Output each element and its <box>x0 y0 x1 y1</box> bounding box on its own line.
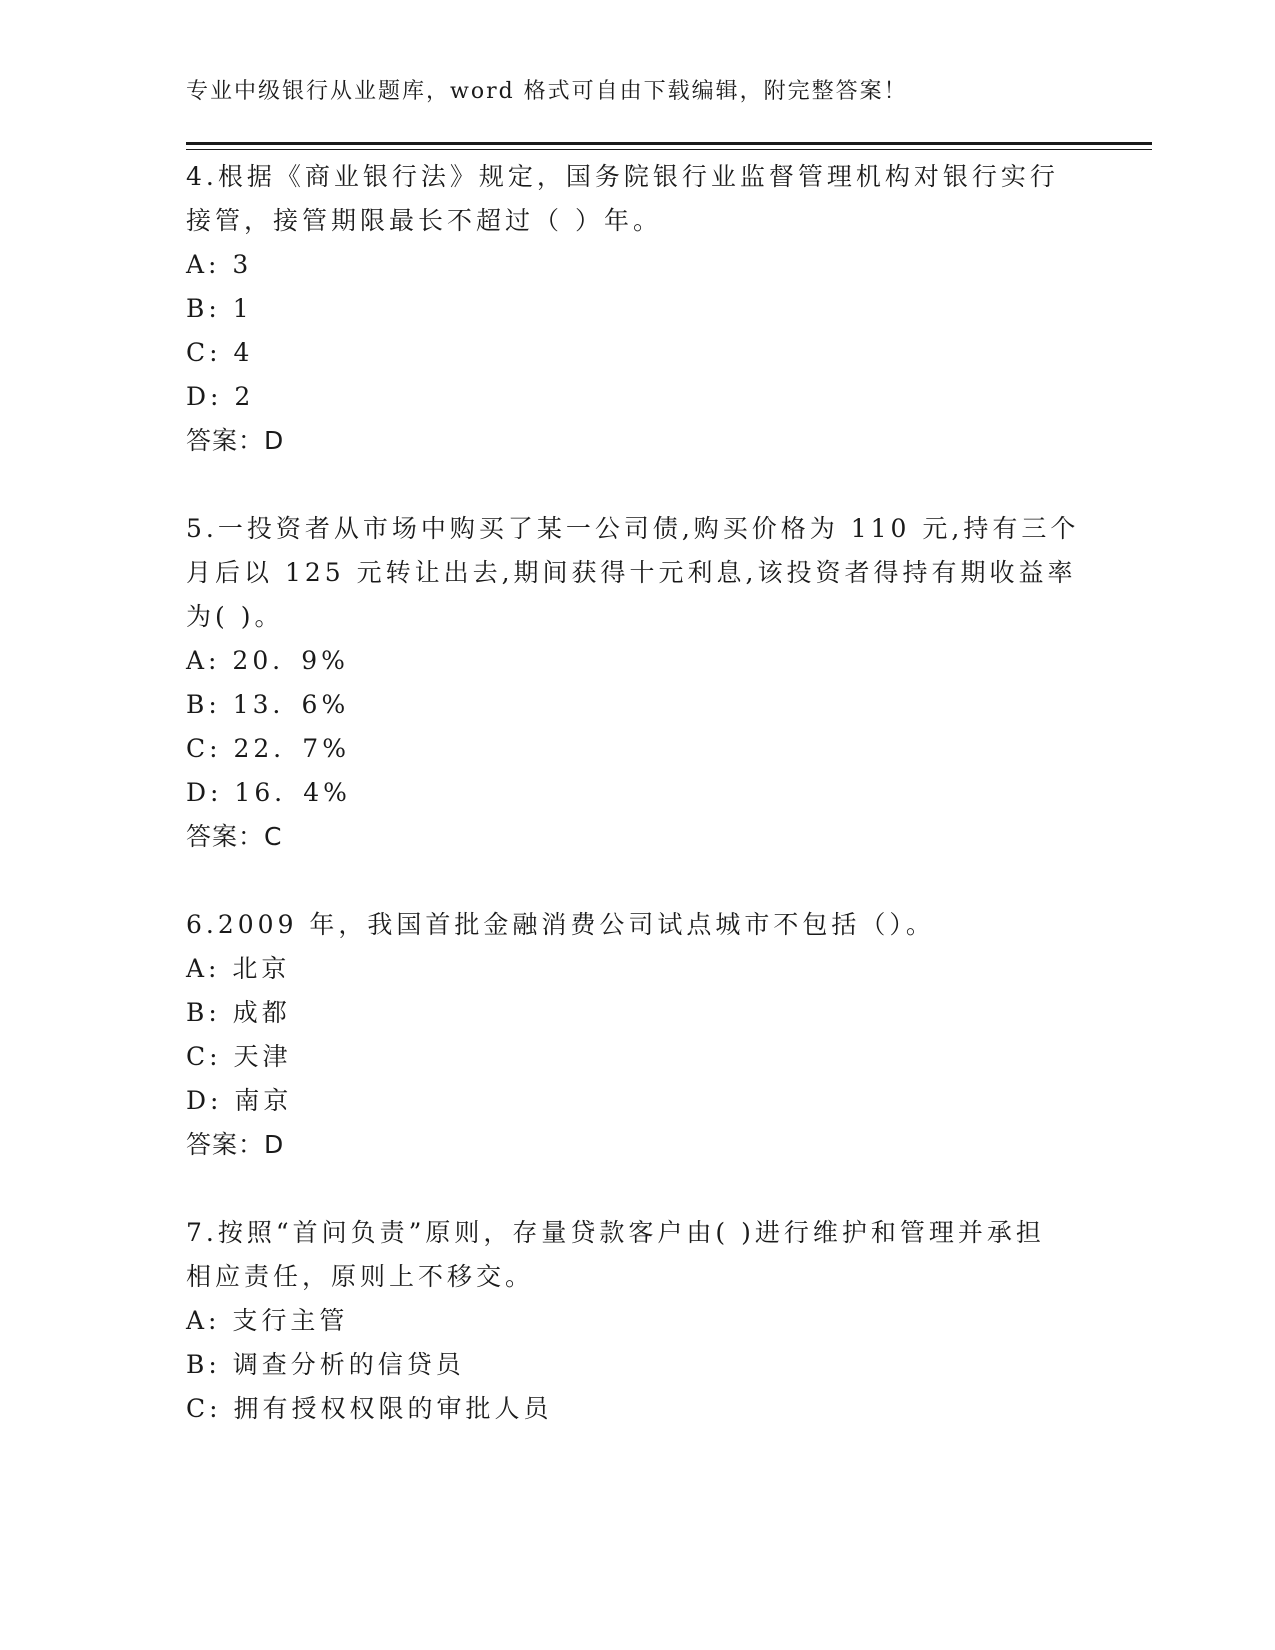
question-4-option-b: B: 1 <box>186 294 253 323</box>
question-6-option-c: C: 天津 <box>186 1042 292 1071</box>
question-5-stem-line-1: 5.一投资者从市场中购买了某一公司债,购买价格为 110 元,持有三个 <box>186 514 1080 543</box>
question-5-stem-line-3: 为( )。 <box>186 602 284 631</box>
question-7-option-b: B: 调查分析的信贷员 <box>186 1350 465 1379</box>
question-5-option-c: C: 22．7% <box>186 734 350 763</box>
question-6-option-a: A: 北京 <box>186 954 291 983</box>
question-5-option-d: D: 16．4% <box>186 778 351 807</box>
question-5-option-a: A: 20．9% <box>186 646 349 675</box>
question-5-answer: 答案：C <box>186 822 283 851</box>
header-rule-thick <box>186 142 1152 145</box>
header-rule-thin <box>186 149 1152 150</box>
question-4-option-a: A: 3 <box>186 250 253 279</box>
question-4-option-d: D: 2 <box>186 382 255 411</box>
question-4-option-c: C: 4 <box>186 338 254 367</box>
question-6-option-d: D: 南京 <box>186 1086 293 1115</box>
question-4-stem-line-2: 接管，接管期限最长不超过（ ）年。 <box>186 206 662 235</box>
question-6-answer: 答案：D <box>186 1130 285 1159</box>
question-4-stem-line-1: 4.根据《商业银行法》规定，国务院银行业监督管理机构对银行实行 <box>186 162 1059 191</box>
question-7-option-a: A: 支行主管 <box>186 1306 349 1335</box>
question-6-stem-line-1: 6.2009 年，我国首批金融消费公司试点城市不包括（）。 <box>186 910 935 939</box>
question-6-option-b: B: 成都 <box>186 998 291 1027</box>
page-header: 专业中级银行从业题库，word 格式可自由下载编辑，附完整答案！ <box>186 79 908 104</box>
question-5-stem-line-2: 月后以 125 元转让出去,期间获得十元利息,该投资者得持有期收益率 <box>186 558 1077 587</box>
question-7-stem-line-2: 相应责任，原则上不移交。 <box>186 1262 535 1291</box>
question-7-option-c: C: 拥有授权权限的审批人员 <box>186 1394 553 1423</box>
question-7-stem-line-1: 7.按照“首问负责”原则，存量贷款客户由( )进行维护和管理并承担 <box>186 1218 1045 1247</box>
question-5-option-b: B: 13．6% <box>186 690 350 719</box>
question-4-answer: 答案：D <box>186 426 285 455</box>
